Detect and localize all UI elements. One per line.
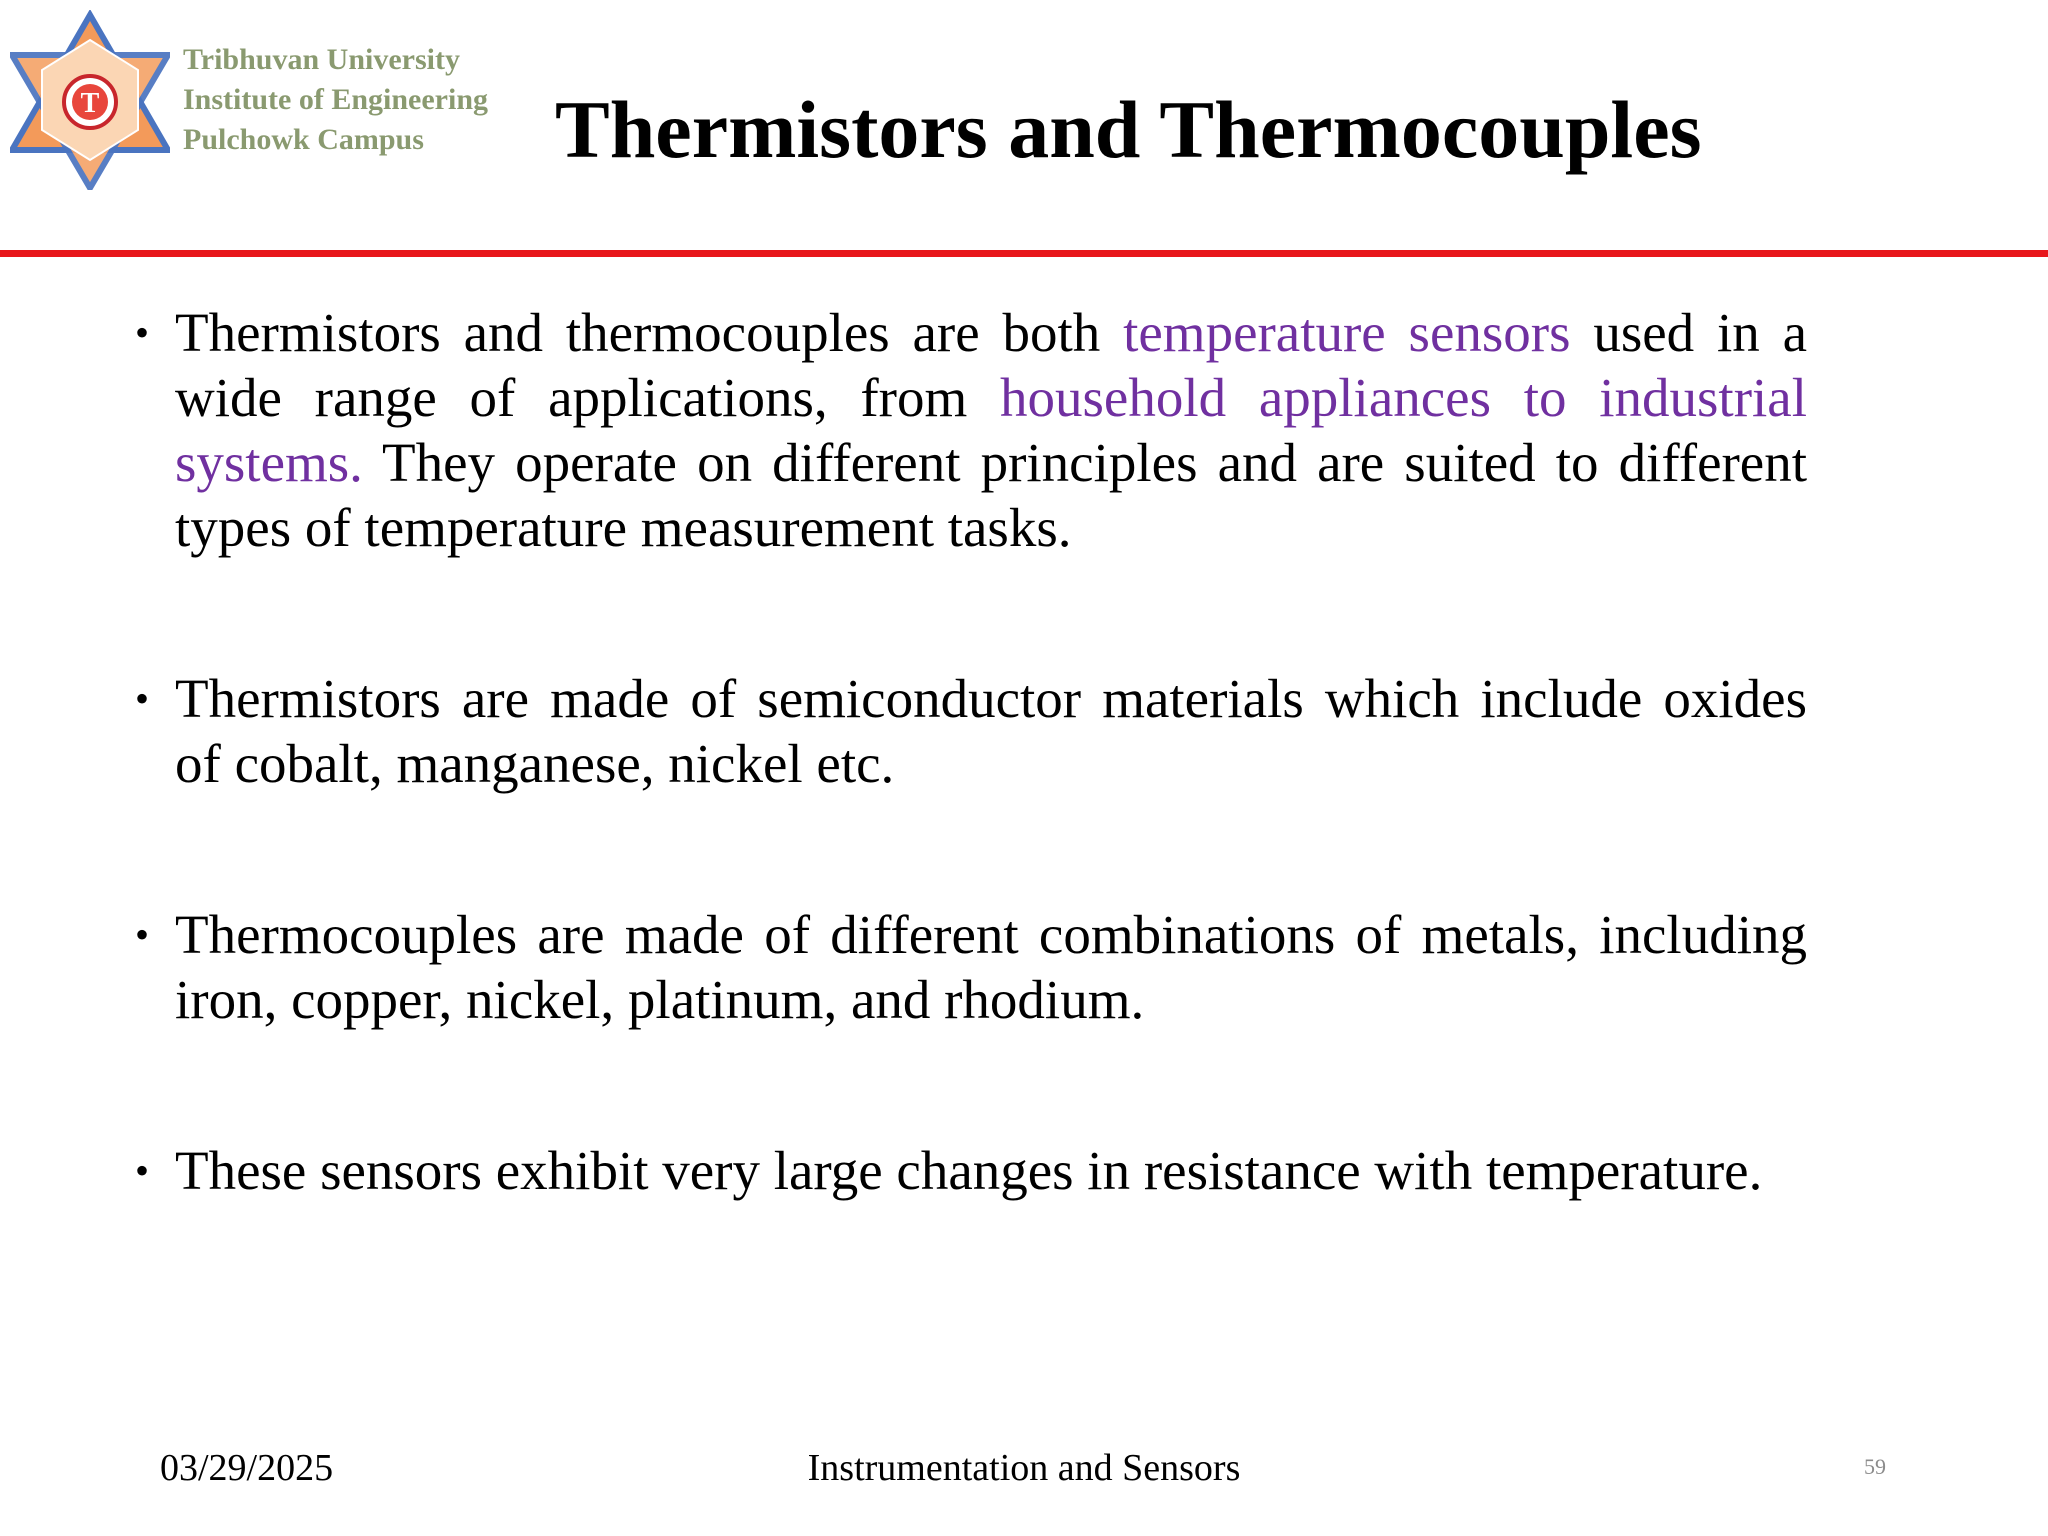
svg-text:T: T bbox=[80, 88, 100, 119]
bullet-dot-icon: • bbox=[135, 310, 150, 355]
university-logo-icon bbox=[10, 10, 170, 190]
bullet-item bbox=[135, 666, 1807, 796]
title-divider bbox=[0, 250, 2048, 257]
institution-line-campus: Pulchowk Campus bbox=[183, 123, 424, 156]
bullet-dot-icon: • bbox=[135, 676, 150, 721]
bullet-item bbox=[135, 1138, 1807, 1203]
bullet-text: Thermistors and thermocouples are both bbox=[175, 302, 1124, 363]
footer-date: 03/29/2025 bbox=[160, 1447, 334, 1489]
institution-line-institute: Institute of Engineering bbox=[183, 83, 489, 116]
bullet-dot-icon: • bbox=[135, 1148, 150, 1193]
slide-title: Thermistors and Thermocouples bbox=[555, 84, 1702, 175]
footer-course-title: Instrumentation and Sensors bbox=[807, 1447, 1241, 1489]
bullet-text: Thermocouples are made of different combinations of metals, including iron, copper, nickel, platinum, and rhodium. bbox=[175, 904, 1807, 1030]
bullet-text: They operate on different principles and are suited to different types of temperature measurement tasks. bbox=[175, 432, 1807, 558]
institution-name bbox=[183, 40, 563, 160]
bullet-list bbox=[135, 300, 1807, 1203]
bullet-text: These sensors exhibit very large changes in resistance with temperature. bbox=[175, 1140, 1763, 1201]
highlight-text: temperature sensors bbox=[1123, 302, 1571, 363]
bullet-text: used in a wide range of applications, from bbox=[175, 302, 1808, 428]
bullet-dot-icon: • bbox=[135, 912, 150, 957]
institution-line-university: Tribhuvan University bbox=[183, 43, 460, 76]
bullet-text: Thermistors are made of semiconductor materials which include oxides of cobalt, manganese, nickel etc. bbox=[175, 668, 1807, 794]
highlight-text: household appliances to industrial systems. bbox=[175, 367, 1807, 493]
bullet-item bbox=[135, 902, 1807, 1032]
page-number: 59 bbox=[1864, 1454, 1886, 1479]
bullet-item bbox=[135, 300, 1807, 560]
